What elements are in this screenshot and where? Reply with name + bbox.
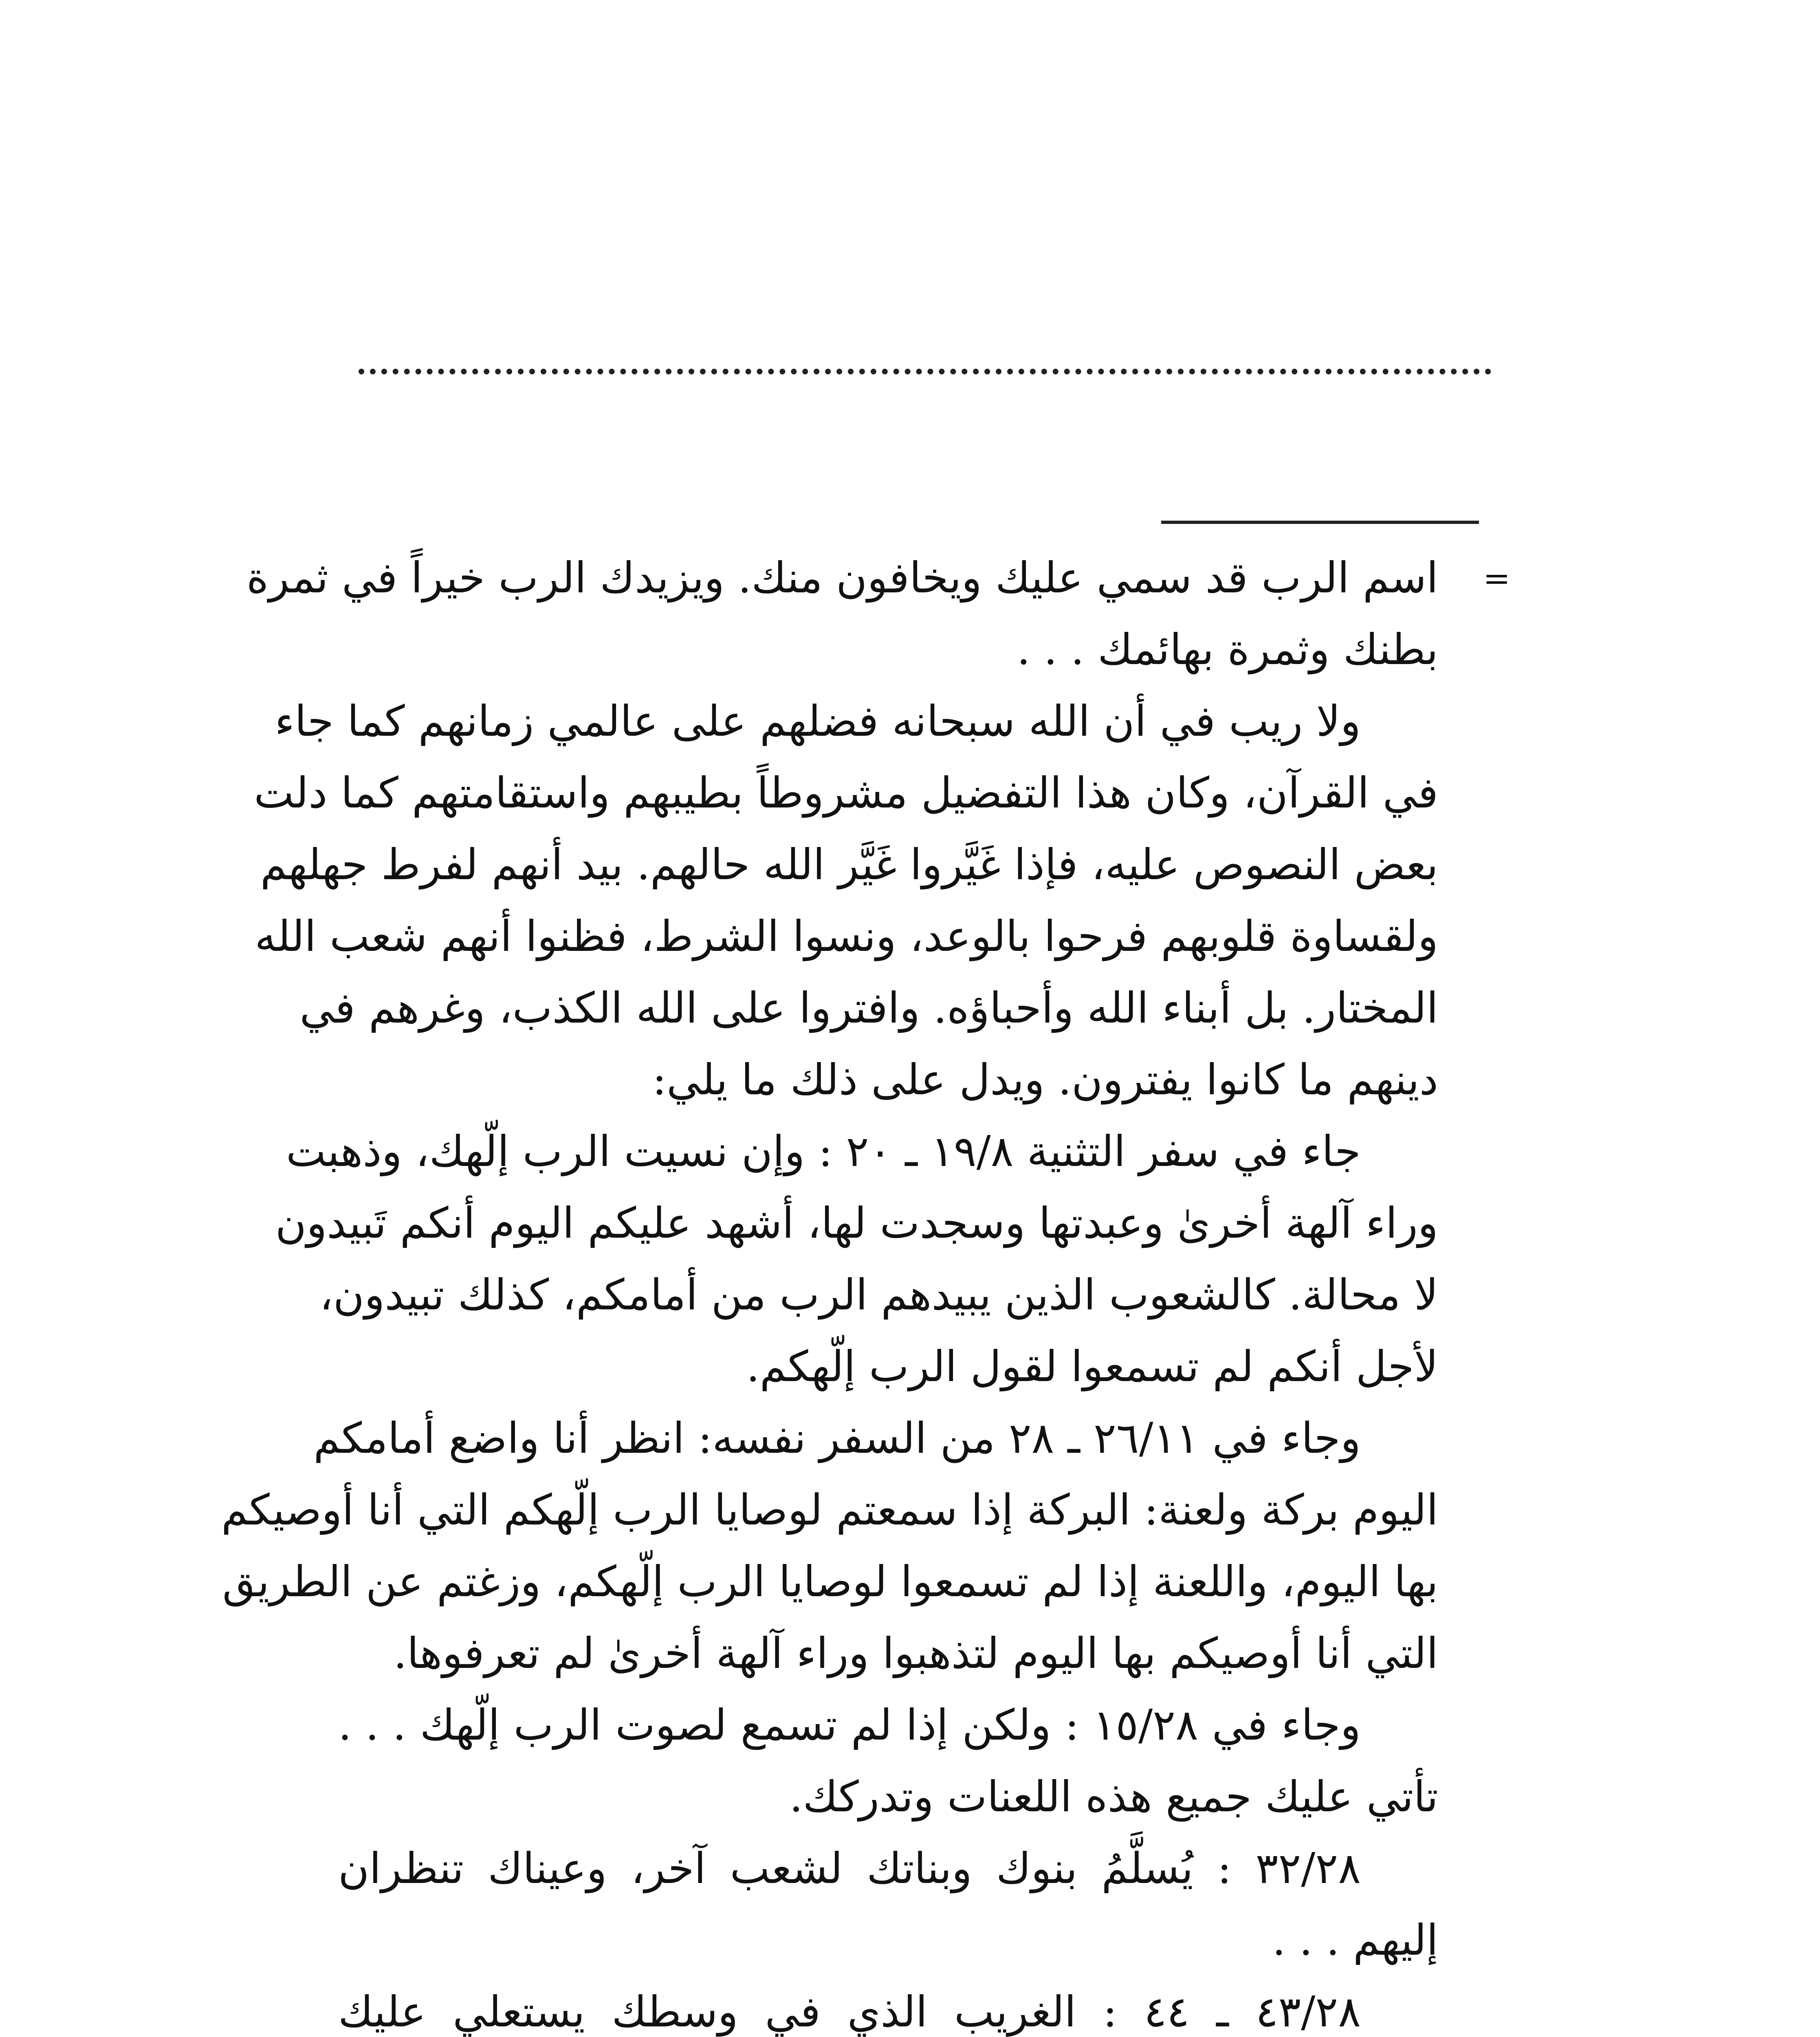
- footnote-line: بعض النصوص عليه، فإذا غَيَّروا غَيَّر الله حالهم. بيد أنهم لفرط جهلهم: [260, 840, 1438, 889]
- footnote-line: بها اليوم، واللعنة إذا لم تسمعوا لوصايا الرب إلّهكم، وزغتم عن الطريق: [222, 1557, 1438, 1606]
- footnote-line: تأتي عليك جميع هذه اللعنات وتدركك.: [789, 1772, 1438, 1821]
- footnote-line: وجاء في ١٥/٢٨ : ولكن إذا لم تسمع لصوت الرب إلّهك . . .: [338, 1700, 1361, 1750]
- footnote-line: ولقساوة قلوبهم فرحوا بالوعد، ونسوا الشرط، فظنوا أنهم شعب الله: [255, 911, 1438, 961]
- footnote-line: دينهم ما كانوا يفترون. ويدل على ذلك ما يلي:: [652, 1055, 1438, 1104]
- footnote-line: لا محالة. كالشعوب الذين يبيدهم الرب من أمامكم، كذلك تبيدون،: [319, 1270, 1438, 1320]
- footnote-line: وراء آلهة أخرىٰ وعبدتها وسجدت لها، أشهد عليكم اليوم أنكم تَبيدون: [275, 1198, 1438, 1248]
- footnote-line: المختار. بل أبناء الله وأحباؤه. وافتروا على الله الكذب، وغرهم في: [299, 983, 1438, 1033]
- footnote-line: وجاء في ٢٦/١١ ـ ٢٨ من السفر نفسه: انظر أنا واضع أمامكم: [313, 1413, 1361, 1463]
- footnote-line: بطنك وثمرة بهائمك . . .: [1017, 625, 1438, 674]
- footnote-line: إليهم . . .: [1272, 1915, 1438, 1965]
- footnote-line: اليوم بركة ولعنة: البركة إذا سمعتم لوصايا الرب إلّهكم التي أنا أوصيكم: [221, 1485, 1438, 1535]
- footnote-line: ٣٢/٢٨ : يُسلَّمُ بنوك وبناتك لشعب آخر، وعيناك تنظران: [338, 1843, 1361, 1893]
- footnote-line: لأجل أنكم لم تسمعوا لقول الرب إلّهكم.: [746, 1342, 1438, 1391]
- footnote-line: ٤٣/٢٨ ـ ٤٤ : الغريب الذي في وسطك يستعلي عليك: [338, 1987, 1361, 2037]
- dotted-separator: [359, 369, 1491, 374]
- footnote-line: اسم الرب قد سمي عليك ويخافون منك. ويزيدك الرب خيراً في ثمرة: [246, 553, 1438, 603]
- footnote-line: في القرآن، وكان هذا التفضيل مشروطاً بطيبهم واستقامتهم كما دلت: [254, 768, 1438, 818]
- footnote-continuation-mark: =: [1483, 559, 1511, 597]
- footnote-line: جاء في سفر التثنية ١٩/٨ ـ ٢٠ : وإن نسيت الرب إلّهك، وذهبت: [286, 1126, 1361, 1176]
- footnote-line: التي أنا أوصيكم بها اليوم لتذهبوا وراء آلهة أخرىٰ لم تعرفوها.: [393, 1628, 1438, 1678]
- footnote-text: [221, 542, 1438, 2037]
- footnote-rule: [1161, 521, 1479, 524]
- footnote-line: ولا ريب في أن الله سبحانه فضلهم على عالمي زمانهم كما جاء: [275, 696, 1361, 746]
